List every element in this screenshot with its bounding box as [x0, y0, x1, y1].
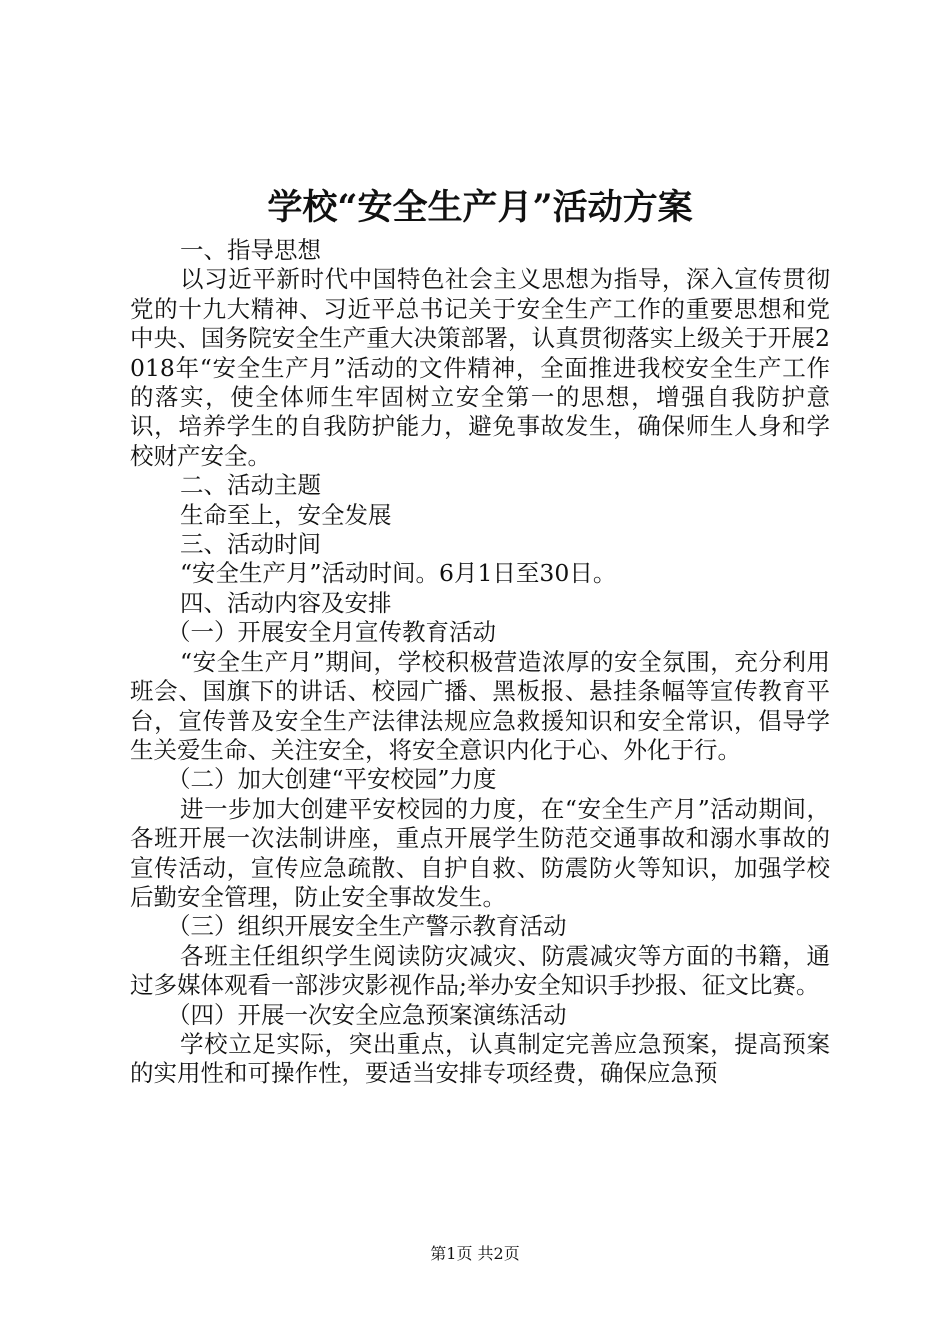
document-body	[130, 236, 830, 1089]
paragraph-theme: 生命至上，安全发展	[180, 500, 392, 529]
section-heading-time: 三、活动时间	[180, 530, 321, 559]
paragraph-time: “安全生产月”活动时间。6月1日至30日。	[180, 559, 617, 588]
paragraph-subsection-1: “安全生产月”期间，学校积极营造浓厚的安全氛围，充分利用班会、国旗下的讲话、校园广播、黑板报、悬挂条幅等宣传教育平台，宣传普及安全生产法律法规应急救援知识和安全常识，倡导学生关爱生命、关注安全，将安全意识内化于心、外化于行。	[130, 647, 830, 764]
paragraph-guiding-ideology: 以习近平新时代中国特色社会主义思想为指导，深入宣传贯彻党的十九大精神、习近平总书记关于安全生产工作的重要思想和党中央、国务院安全生产重大决策部署，认真贯彻落实上级关于开展2018年“安全生产月”活动的文件精神，全面推进我校安全生产工作的落实，使全体师生牢固树立安全第一的思想，增强自我防护意识，培养学生的自我防护能力，避免事故发生，确保师生人身和学校财产安全。	[130, 265, 830, 470]
section-heading-theme: 二、活动主题	[180, 471, 321, 500]
page-title: 学校“安全生产月”活动方案	[267, 187, 693, 228]
section-heading-content: 四、活动内容及安排	[180, 588, 392, 617]
document-page	[130, 180, 830, 1089]
subsection-heading-3: （三）组织开展安全生产警示教育活动	[167, 912, 567, 941]
paragraph-subsection-3: 各班主任组织学生阅读防灾减灾、防震减灾等方面的书籍，通过多媒体观看一部涉灾影视作品;举办安全知识手抄报、征文比赛。	[130, 941, 830, 1000]
subsection-heading-4: （四）开展一次安全应急预案演练活动	[167, 1000, 567, 1029]
paragraph-subsection-4: 学校立足实际，突出重点，认真制定完善应急预案，提高预案的实用性和可操作性，要适当安排专项经费，确保应急预	[130, 1029, 830, 1088]
subsection-heading-2: （二）加大创建“平安校园”力度	[167, 765, 497, 794]
subsection-heading-1: （一）开展安全月宣传教育活动	[167, 618, 496, 647]
page-footer: 第1页 共2页	[430, 1244, 520, 1263]
section-heading-guiding-ideology: 一、指导思想	[180, 236, 321, 264]
paragraph-subsection-2: 进一步加大创建平安校园的力度，在“安全生产月”活动期间，各班开展一次法制讲座，重点开展学生防范交通事故和溺水事故的宣传活动，宣传应急疏散、自护自救、防震防火等知识，加强学校后勤安全管理，防止安全事故发生。	[130, 794, 830, 911]
